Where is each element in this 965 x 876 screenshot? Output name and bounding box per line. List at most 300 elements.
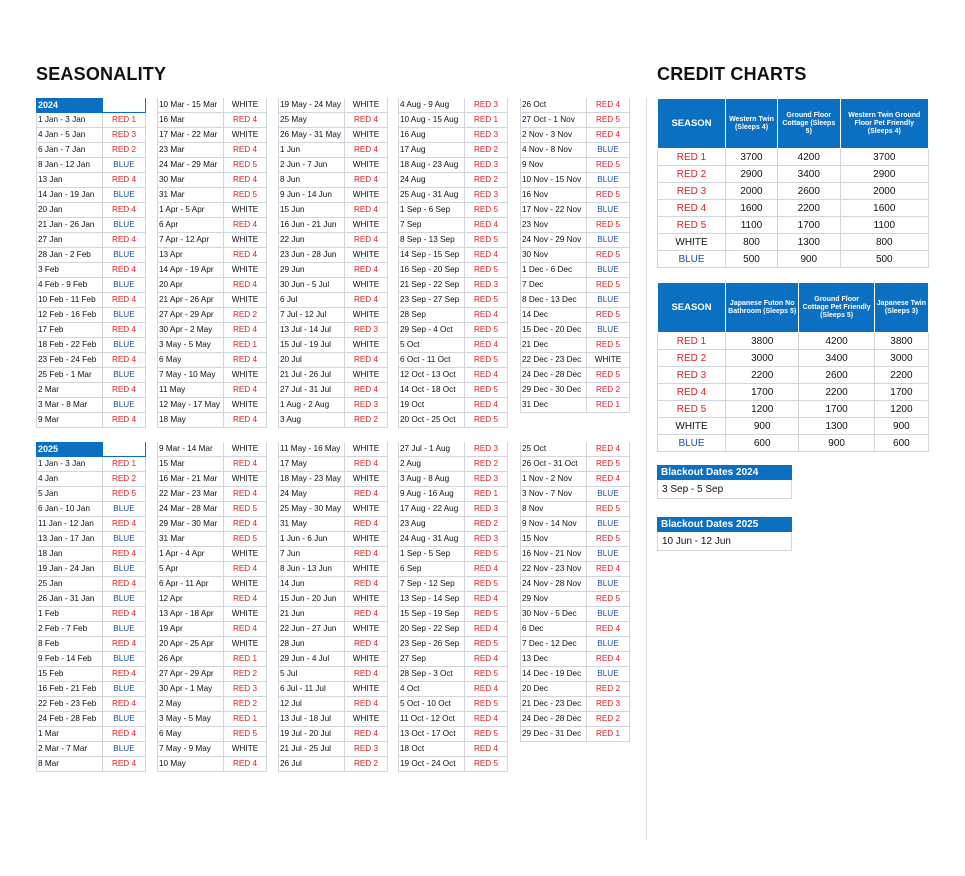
season-row [278,442,388,457]
season-row [157,203,267,218]
date-range: 9 Mar [36,413,103,427]
date-range: 13 Jan [36,173,103,187]
date-range: 20 Sep - 22 Sep [398,622,465,636]
season-row [278,128,388,143]
season-label: RED 2 [103,143,146,157]
season-row [398,128,508,143]
season-row [157,398,267,413]
date-range: 16 Aug [398,128,465,142]
date-range: 28 Jun [278,637,345,651]
year-header-blank [103,98,146,112]
season-row [520,637,630,652]
season-label: WHITE [345,502,388,516]
date-range: 6 Sep [398,562,465,576]
season-label: RED 5 [658,401,726,418]
date-range: 7 Jul - 12 Jul [278,308,345,322]
season-label: WHITE [224,577,267,591]
date-range: 21 Jan - 26 Jan [36,218,103,232]
season-row [36,263,146,278]
season-row [278,712,388,727]
season-label: RED 3 [658,183,726,200]
date-range: 14 Dec - 19 Dec [520,667,587,681]
seasonality-title: SEASONALITY [36,64,167,84]
date-range: 21 Dec - 23 Dec [520,697,587,711]
year-header [36,98,146,113]
season-row [520,562,630,577]
date-range: 7 May - 9 May [157,742,224,756]
date-range: 21 Jun [278,607,345,621]
season-label: WHITE [224,637,267,651]
date-range: 13 Jul - 14 Jul [278,323,345,337]
season-row [278,203,388,218]
season-label: RED 3 [465,472,508,486]
season-label: RED 5 [587,308,630,322]
season-label: RED 3 [465,442,508,456]
season-row [157,757,267,772]
season-row [36,188,146,203]
season-row [278,562,388,577]
season-row [398,98,508,113]
credit-table-2-body [658,333,929,452]
season-row [520,667,630,682]
season-label: RED 2 [587,383,630,397]
credit-row [658,234,929,251]
season-row [157,158,267,173]
credit-value: 3400 [778,166,841,183]
season-row [520,218,630,233]
date-range: 15 Mar [157,457,224,471]
date-range: 23 Jun - 28 Jun [278,248,345,262]
date-range: 4 Jan - 5 Jan [36,128,103,142]
date-range: 14 Jun [278,577,345,591]
season-row [520,173,630,188]
date-range: 24 Aug [398,173,465,187]
season-label: RED 3 [465,98,508,112]
season-label: WHITE [345,158,388,172]
season-row [520,308,630,323]
season-label: RED 2 [658,350,726,367]
season-label: WHITE [345,368,388,382]
credit-value: 4200 [778,149,841,166]
season-label: RED 3 [224,682,267,696]
date-range: 27 Apr - 29 Apr [157,667,224,681]
season-label: RED 2 [345,413,388,427]
season-label: WHITE [345,442,388,456]
season-row [36,353,146,368]
credit-row [658,217,929,234]
season-label: RED 4 [345,457,388,471]
date-range: 3 May - 5 May [157,338,224,352]
credit-value: 3000 [726,350,799,367]
room-type-header: Ground Floor Cottage (Sleeps 5) [778,99,841,149]
date-range: 17 Mar - 22 Mar [157,128,224,142]
season-row [398,113,508,128]
date-range: 8 Dec - 13 Dec [520,293,587,307]
season-row [278,727,388,742]
date-range: 13 Apr - 18 Apr [157,607,224,621]
season-row [520,457,630,472]
season-label: RED 4 [103,293,146,307]
credit-value: 800 [840,234,928,251]
season-label: RED 4 [224,487,267,501]
season-label: WHITE [224,98,267,112]
date-range: 1 Sep - 6 Sep [398,203,465,217]
credit-value: 3400 [799,350,874,367]
credit-value: 900 [726,418,799,435]
season-row [157,562,267,577]
season-row [278,487,388,502]
season-label: RED 5 [587,278,630,292]
season-row [278,577,388,592]
season-row [157,293,267,308]
season-row [520,233,630,248]
season-label: RED 1 [658,333,726,350]
date-range: 31 Mar [157,532,224,546]
date-range: 24 Nov - 29 Nov [520,233,587,247]
season-label: BLUE [103,682,146,696]
season-label: RED 4 [224,218,267,232]
season-row [278,278,388,293]
date-range: 1 Apr - 5 Apr [157,203,224,217]
season-column [520,98,630,413]
season-row [520,113,630,128]
season-row [520,323,630,338]
season-label: RED 5 [465,203,508,217]
season-row [36,368,146,383]
date-range: 1 Jan - 3 Jan [36,457,103,471]
credit-value: 1300 [778,234,841,251]
credit-row [658,251,929,268]
season-row [36,712,146,727]
date-range: 8 Jun [278,173,345,187]
season-row [398,248,508,263]
date-range: 12 Oct - 13 Oct [398,368,465,382]
date-range: 15 Jun [278,203,345,217]
season-label: BLUE [587,293,630,307]
date-range: 3 Mar - 8 Mar [36,398,103,412]
date-range: 22 Dec - 23 Dec [520,353,587,367]
date-range: 7 Jun [278,547,345,561]
date-range: 24 Dec - 28 Dec [520,712,587,726]
season-label: RED 2 [224,667,267,681]
season-label: RED 4 [587,128,630,142]
season-row [278,742,388,757]
season-label: BLUE [587,547,630,561]
date-range: 26 Oct - 31 Oct [520,457,587,471]
season-row [36,203,146,218]
season-label: RED 4 [345,607,388,621]
season-label: RED 5 [224,158,267,172]
date-range: 22 Feb - 23 Feb [36,697,103,711]
season-row [398,233,508,248]
date-range: 6 Jul [278,293,345,307]
season-label: WHITE [224,293,267,307]
date-range: 7 Sep - 12 Sep [398,577,465,591]
season-row [520,607,630,622]
season-column [278,442,388,772]
season-label: WHITE [345,188,388,202]
date-range: 18 May [157,413,224,427]
date-range: 14 Oct - 18 Oct [398,383,465,397]
date-range: 6 Jan - 10 Jan [36,502,103,516]
season-row [36,667,146,682]
date-range: 18 Aug - 23 Aug [398,158,465,172]
season-row [398,712,508,727]
season-row [278,218,388,233]
season-row [398,263,508,278]
season-label: BLUE [658,435,726,452]
date-range: 18 Jan [36,547,103,561]
date-range: 7 Dec - 12 Dec [520,637,587,651]
date-range: 5 Oct - 10 Oct [398,697,465,711]
date-range: 30 Nov [520,248,587,262]
season-label: RED 5 [465,353,508,367]
season-row [278,592,388,607]
room-type-header: Japanese Futon No Bathroom (Sleeps 5) [726,283,799,333]
season-label: RED 4 [103,383,146,397]
date-range: 19 Oct [398,398,465,412]
season-label: RED 4 [587,652,630,666]
season-label: BLUE [103,278,146,292]
season-label: RED 5 [465,233,508,247]
credit-value: 900 [778,251,841,268]
season-label: RED 5 [587,188,630,202]
date-range: 7 Dec [520,278,587,292]
date-range: 16 Nov [520,188,587,202]
season-label: RED 4 [345,143,388,157]
season-row [398,727,508,742]
season-label: WHITE [224,442,267,456]
date-range: 11 Jan - 12 Jan [36,517,103,531]
credit-value: 2000 [840,183,928,200]
season-row [157,248,267,263]
season-row [278,293,388,308]
date-range: 24 Nov - 28 Nov [520,577,587,591]
season-row [157,278,267,293]
date-range: 15 Sep - 19 Sep [398,607,465,621]
season-row [36,457,146,472]
date-range: 2 May [157,697,224,711]
date-range: 29 Mar - 30 Mar [157,517,224,531]
season-label: RED 3 [587,697,630,711]
date-range: 17 May [278,457,345,471]
season-label: RED 5 [465,577,508,591]
season-label: RED 4 [103,607,146,621]
blackout-2025-value: 10 Jun - 12 Jun [657,532,792,551]
date-range: 3 Aug [278,413,345,427]
season-row [398,547,508,562]
season-label: RED 1 [224,712,267,726]
date-range: 18 Oct [398,742,465,756]
date-range: 29 Jun - 4 Jul [278,652,345,666]
season-row [278,532,388,547]
season-label: RED 4 [103,667,146,681]
season-row [278,113,388,128]
season-row [520,368,630,383]
date-range: 13 Jan - 17 Jan [36,532,103,546]
credit-value: 1700 [874,384,928,401]
season-row [520,592,630,607]
date-range: 2 Aug [398,457,465,471]
date-range: 6 Jan - 7 Jan [36,143,103,157]
season-row [157,383,267,398]
date-range: 27 Oct - 1 Nov [520,113,587,127]
date-range: 26 Oct [520,98,587,112]
season-row [157,592,267,607]
season-label: BLUE [587,173,630,187]
season-label: BLUE [103,532,146,546]
season-column [157,442,267,772]
season-row [520,128,630,143]
date-range: 1 Jun - 6 Jun [278,532,345,546]
date-range: 13 Apr [157,248,224,262]
credit-value: 3800 [874,333,928,350]
season-row [398,442,508,457]
date-range: 23 Sep - 27 Sep [398,293,465,307]
season-row [398,353,508,368]
credit-value: 900 [799,435,874,452]
season-column [398,98,508,428]
credit-value: 2000 [726,183,778,200]
season-label: WHITE [345,712,388,726]
season-row [520,398,630,413]
season-label: RED 4 [224,278,267,292]
date-range: 10 Nov - 15 Nov [520,173,587,187]
season-label: BLUE [103,562,146,576]
season-label: RED 4 [345,293,388,307]
season-label: RED 5 [224,502,267,516]
season-label: RED 3 [465,532,508,546]
season-row [157,308,267,323]
season-label: RED 4 [224,323,267,337]
season-label: RED 5 [587,532,630,546]
season-label: WHITE [224,472,267,486]
date-range: 9 Feb - 14 Feb [36,652,103,666]
season-row [398,308,508,323]
credit-row [658,333,929,350]
date-range: 29 Nov [520,592,587,606]
credit-value: 2900 [840,166,928,183]
season-row [398,622,508,637]
season-row [520,263,630,278]
date-range: 28 Sep [398,308,465,322]
credit-value: 1200 [726,401,799,418]
date-range: 1 Jun [278,143,345,157]
date-range: 26 Apr [157,652,224,666]
season-label: RED 2 [465,517,508,531]
date-range: 12 May - 17 May [157,398,224,412]
date-range: 10 Feb - 11 Feb [36,293,103,307]
season-row [36,293,146,308]
date-range: 21 Dec [520,338,587,352]
season-label: RED 4 [103,727,146,741]
season-label: WHITE [658,418,726,435]
season-row [398,398,508,413]
date-range: 1 Jan - 3 Jan [36,113,103,127]
season-label: RED 5 [224,188,267,202]
date-range: 3 Aug - 8 Aug [398,472,465,486]
season-label: RED 3 [658,367,726,384]
season-label: WHITE [345,562,388,576]
season-label: RED 5 [224,727,267,741]
season-row [157,413,267,428]
season-row [157,547,267,562]
season-label: WHITE [345,128,388,142]
season-row [398,188,508,203]
date-range: 17 Aug - 22 Aug [398,502,465,516]
season-row [398,517,508,532]
season-row [157,143,267,158]
season-label: RED 5 [587,502,630,516]
season-row [157,742,267,757]
season-row [398,338,508,353]
credit-row [658,200,929,217]
season-label: RED 4 [224,622,267,636]
season-label: RED 2 [587,682,630,696]
date-range: 19 May - 24 May [278,98,345,112]
date-range: 18 Feb - 22 Feb [36,338,103,352]
credit-charts-title: CREDIT CHARTS [657,64,807,84]
season-label: WHITE [224,547,267,561]
season-label: RED 4 [103,173,146,187]
date-range: 9 Nov - 14 Nov [520,517,587,531]
season-row [278,368,388,383]
season-label: RED 4 [587,562,630,576]
date-range: 8 Mar [36,757,103,771]
season-column [157,98,267,428]
date-range: 15 Nov [520,532,587,546]
season-label: RED 5 [465,727,508,741]
season-label: BLUE [587,487,630,501]
season-column [398,442,508,772]
date-range: 16 Feb - 21 Feb [36,682,103,696]
season-label: RED 2 [465,173,508,187]
season-row [278,607,388,622]
season-row [157,517,267,532]
season-row [278,622,388,637]
season-label: RED 4 [465,562,508,576]
season-row [157,637,267,652]
season-row [36,607,146,622]
season-label: RED 5 [658,217,726,234]
credit-row [658,149,929,166]
season-row [398,323,508,338]
date-range: 25 Oct [520,442,587,456]
date-range: 6 May [157,353,224,367]
season-label: WHITE [345,472,388,486]
season-row [157,472,267,487]
season-row [520,682,630,697]
season-row [157,622,267,637]
date-range: 12 Apr [157,592,224,606]
season-row [36,562,146,577]
date-range: 11 Oct - 12 Oct [398,712,465,726]
season-label: RED 4 [465,712,508,726]
date-range: 7 May - 10 May [157,368,224,382]
season-row [157,457,267,472]
credit-row [658,418,929,435]
date-range: 6 May [157,727,224,741]
season-row [36,472,146,487]
date-range: 25 Feb - 1 Mar [36,368,103,382]
season-label: RED 4 [103,547,146,561]
season-label: RED 4 [465,338,508,352]
room-type-header: Western Twin (Sleeps 4) [726,99,778,149]
date-range: 24 May [278,487,345,501]
season-label: RED 4 [587,472,630,486]
season-row [36,143,146,158]
season-label: WHITE [345,338,388,352]
